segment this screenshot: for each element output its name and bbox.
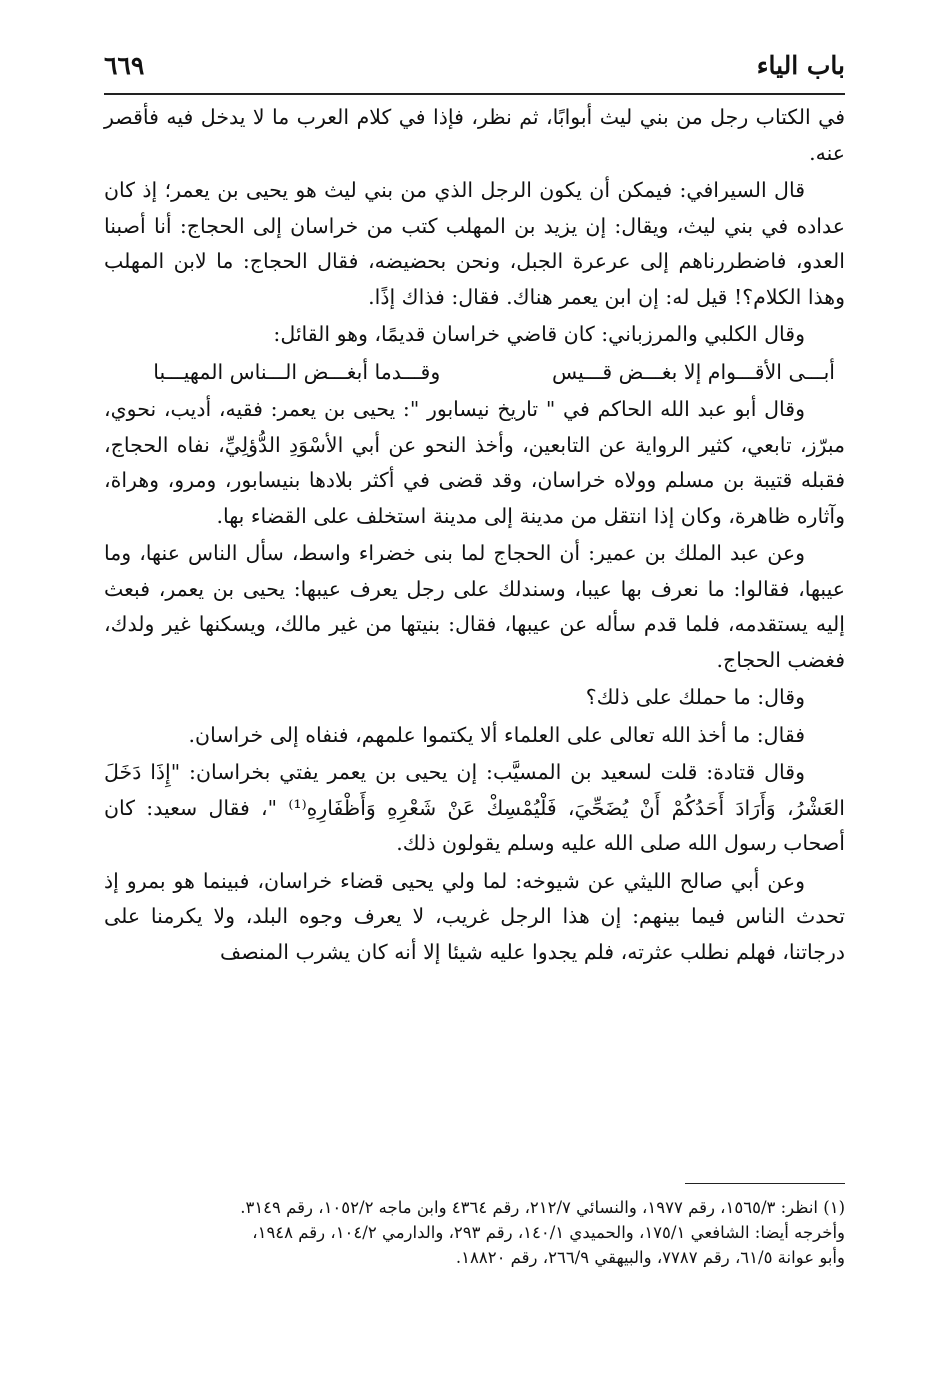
verse-first-hemistich: أبـــى الأقـــوام إلا بغـــض قـــيس (551, 359, 835, 384)
footnote-1-line-3: وأبو عوانة ٦١/٥، رقم ٧٧٨٧، والبيهقي ٢٦٦/٩، رقم ١٨٨٢٠. (455, 1248, 845, 1267)
paragraph-6: وقال: ما حملك على ذلك؟ (585, 685, 805, 709)
poetry-verse (104, 355, 845, 391)
main-text (104, 100, 845, 972)
paragraph-7: فقال: ما أخذ الله تعالى على العلماء ألا يكتموا علمهم، فنفاه إلى خراسان. (188, 722, 805, 747)
paragraph-4: وقال أبو عبد الله الحاكم في " تاريخ نيسابور ": يحيى بن يعمر: فقيه، أديب، نحوي، مبرّز، تابعي، كثير الرواية عن التابعين، وأخذ النحو عن أبي الأسْوَدِ الدُّؤلِيِّ، نفاه الحجاج، فقبله قتيبة بن مسلم وولاه خراسان، وقد قضى في أكثر بلادها بنيسابور، ومرو، وهراة، وآثاره ظاهرة، وكان إذا انتقل من مدينة إلى مدينة استخلف على القضاء بها. (104, 397, 845, 528)
footnote-divider (685, 1183, 845, 1184)
paragraph-3: وقال الكلبي والمرزباني: كان قاضي خراسان قديمًا، وهو القائل: (273, 322, 805, 346)
paragraph-5: وعن عبد الملك بن عمير: أن الحجاج لما بنى خضراء واسط، سأل الناس عنها، وما عيبها، فقالوا: ما نعرف بها عيبا، وسندلك على رجل يعرف عيبها: يحيى بن يعمر، فبعث إليه يستقدمه، فلما قدم سأله عن عيبها، فقال: بنيتها من غير مالك، ويسكنها غير ولدك، فغضب الحجاج. (104, 541, 845, 672)
paragraph-1: في الكتاب رجل من بني ليث أبوابًا، ثم نظر، فإذا في كلام العرب ما لا يدخل فيه فأقصر عنه. (104, 105, 845, 165)
paragraph-9: وعن أبي صالح الليثي عن شيوخه: لما ولي يحيى قضاء خراسان، فبينما هو بمرو إذ تحدث الناس فيما بينهم: إن هذا الرجل غريب، لا يعرف وجوه البلد، ولا يكرمنا على درجاتنا، فهلم نطلب عثرته، فلم يجدوا عليه شيئا إلا أنه كان يشرب المنصف (104, 868, 845, 964)
footnote-1-line-1: (١) انظر: ١٥٦٥/٣، رقم ١٩٧٧، والنسائي ٢١٢/٧، رقم ٤٣٦٤ وابن ماجه ١٠٥٢/٢، رقم ٣١٤٩. (240, 1198, 845, 1217)
paragraph-8: وقال قتادة: قلت لسعيد بن المسيَّب: إن يحيى بن يعمر يفتي بخراسان: "إِذَا دَخَلَ العَشْرُ، وَأَرَادَ أَحَدُكُمْ أَنْ يُضَحِّيَ، فَلْيُمْسِكْ عَنْ شَعْرِهِ وَأَظْفَارِهِ⁽¹⁾ "، فقال سعيد: كان أصحاب رسول الله صلى الله عليه وسلم يقولون ذلك. (104, 760, 846, 855)
footnotes (104, 1195, 845, 1270)
footnote-1-line-2: وأخرجه أيضا: الشافعي ١٧٥/١، والحميدي ١٤٠/١، رقم ٢٩٣، والدارمي ١٠٤/٢، رقم ١٩٤٨، (252, 1223, 845, 1242)
page-number: ٦٦٩ (104, 50, 145, 80)
page-header (104, 40, 845, 90)
verse-second-hemistich: وقـــدما أبغـــض الـــناس المهيـــبا (153, 359, 441, 384)
paragraph-2: قال السيرافي: فيمكن أن يكون الرجل الذي من بني ليث هو يحيى بن يعمر؛ إذ كان عداده في بني ليث، ويقال: إن يزيد بن المهلب كتب من خراسان إلى الحجاج: أنا أصبنا العدو، فاضطررناهم إلى عرعرة الجبل، ونحن بحضيضه، فقال الحجاج: ما لابن المهلب وهذا الكلام؟! قيل له: إن ابن يعمر هناك. فقال: فذاك إذًا. (104, 178, 845, 309)
header-divider (104, 93, 845, 95)
chapter-title: باب الياء (756, 50, 845, 80)
